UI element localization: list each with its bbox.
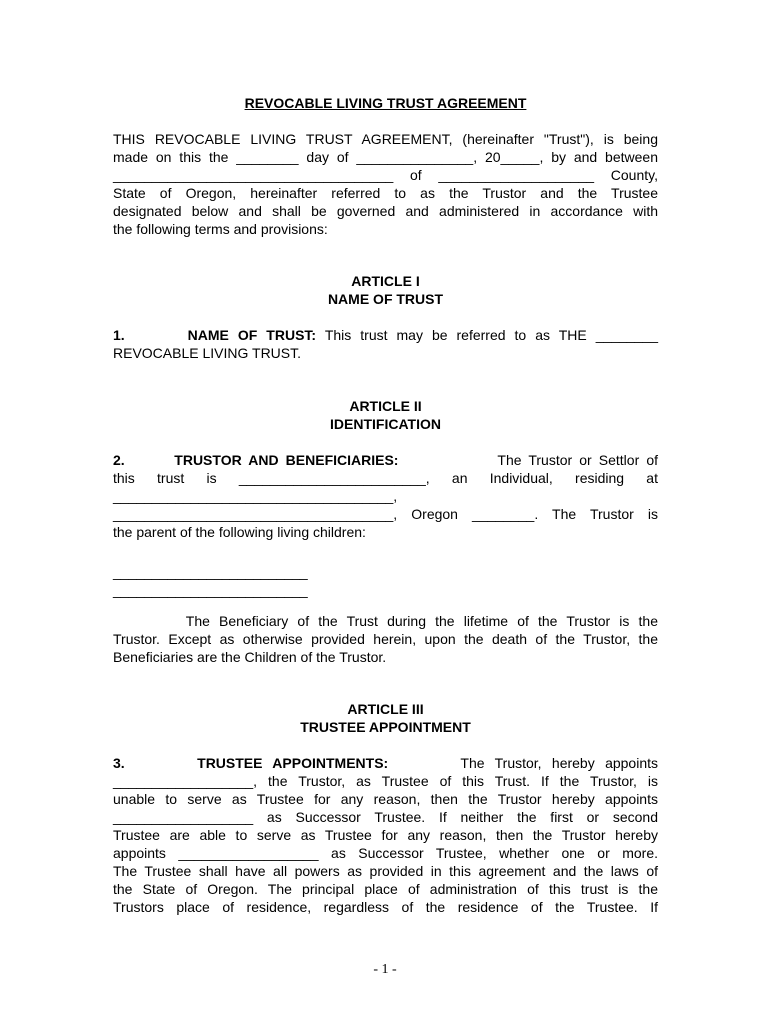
article-heading: ARTICLE II <box>349 398 422 414</box>
child-name-blank: _________________________ <box>113 564 308 580</box>
article-subheading: NAME OF TRUST <box>327 291 444 307</box>
section-text: The Trustor or Settlor of <box>497 452 659 468</box>
article-subheading: TRUSTEE APPOINTMENT <box>300 719 471 735</box>
section-line: __________________ as Successor Trustee. If neither the first or second <box>113 809 658 825</box>
intro-line: State of Oregon, hereinafter referred to as the Trustor and the Trustee <box>113 185 658 201</box>
section-line: the parent of the following living children: <box>113 524 366 540</box>
article-subheading: IDENTIFICATION <box>330 416 441 432</box>
section-line: unable to serve as Trustee for any reason, then the Trustor hereby appoints <box>113 791 658 807</box>
section-number: 3. <box>113 755 125 771</box>
section-line: ____________________________________, <box>113 488 398 504</box>
beneficiary-line: Beneficiaries are the Children of the Trustor. <box>113 649 387 665</box>
section-number: 1. <box>113 327 125 343</box>
child-name-blank: _________________________ <box>113 582 308 598</box>
beneficiary-line: Trustor. Except as otherwise provided herein, upon the death of the Trustor, the <box>113 631 658 647</box>
section-label: NAME OF TRUST: <box>187 327 317 343</box>
beneficiary-line: The Beneficiary of the Trust during the lifetime of the Trustor is the <box>113 613 658 629</box>
section-line: the State of Oregon. The principal place of administration of this trust is the <box>113 881 658 897</box>
section-1-line <box>113 326 658 344</box>
section-line: REVOCABLE LIVING TRUST. <box>113 345 302 361</box>
article-heading: ARTICLE I <box>351 273 420 289</box>
section-text: This trust may be referred to as THE ________ <box>316 327 659 343</box>
section-text: The Trustor, hereby appoints <box>460 755 658 771</box>
intro-line: designated below and shall be governed and administered in accordance with <box>113 203 658 219</box>
section-line: Trustors place of residence, regardless of the residence of the Trustee. If <box>113 899 658 915</box>
page-number: - 1 - <box>373 962 397 977</box>
document-title: REVOCABLE LIVING TRUST AGREEMENT <box>244 95 527 111</box>
section-line: Trustee are able to serve as Trustee for any reason, then the Trustor hereby <box>113 827 658 843</box>
section-3-line <box>113 754 658 772</box>
intro-line: the following terms and provisions: <box>113 221 328 237</box>
intro-line: ____________________________________ of ____________________ County, <box>113 167 658 183</box>
section-line: The Trustee shall have all powers as provided in this agreement and the laws of <box>113 863 658 879</box>
article-heading: ARTICLE III <box>347 701 424 717</box>
section-line: __________________, the Trustor, as Trustee of this Trust. If the Trustor, is <box>113 773 658 789</box>
section-line: this trust is ________________________, an Individual, residing at <box>113 470 658 486</box>
section-label: TRUSTOR AND BENEFICIARIES: <box>174 452 399 468</box>
section-2-line <box>113 451 658 469</box>
intro-line: made on this the ________ day of _______________, 20_____, by and between <box>113 149 658 165</box>
section-line: ____________________________________, Oregon ________. The Trustor is <box>113 506 658 522</box>
section-line: appoints __________________ as Successor Trustee, whether one or more. <box>113 845 658 861</box>
section-label: TRUSTEE APPOINTMENTS: <box>197 755 389 771</box>
section-number: 2. <box>113 452 125 468</box>
intro-line: THIS REVOCABLE LIVING TRUST AGREEMENT, (hereinafter "Trust"), is being <box>113 131 658 147</box>
